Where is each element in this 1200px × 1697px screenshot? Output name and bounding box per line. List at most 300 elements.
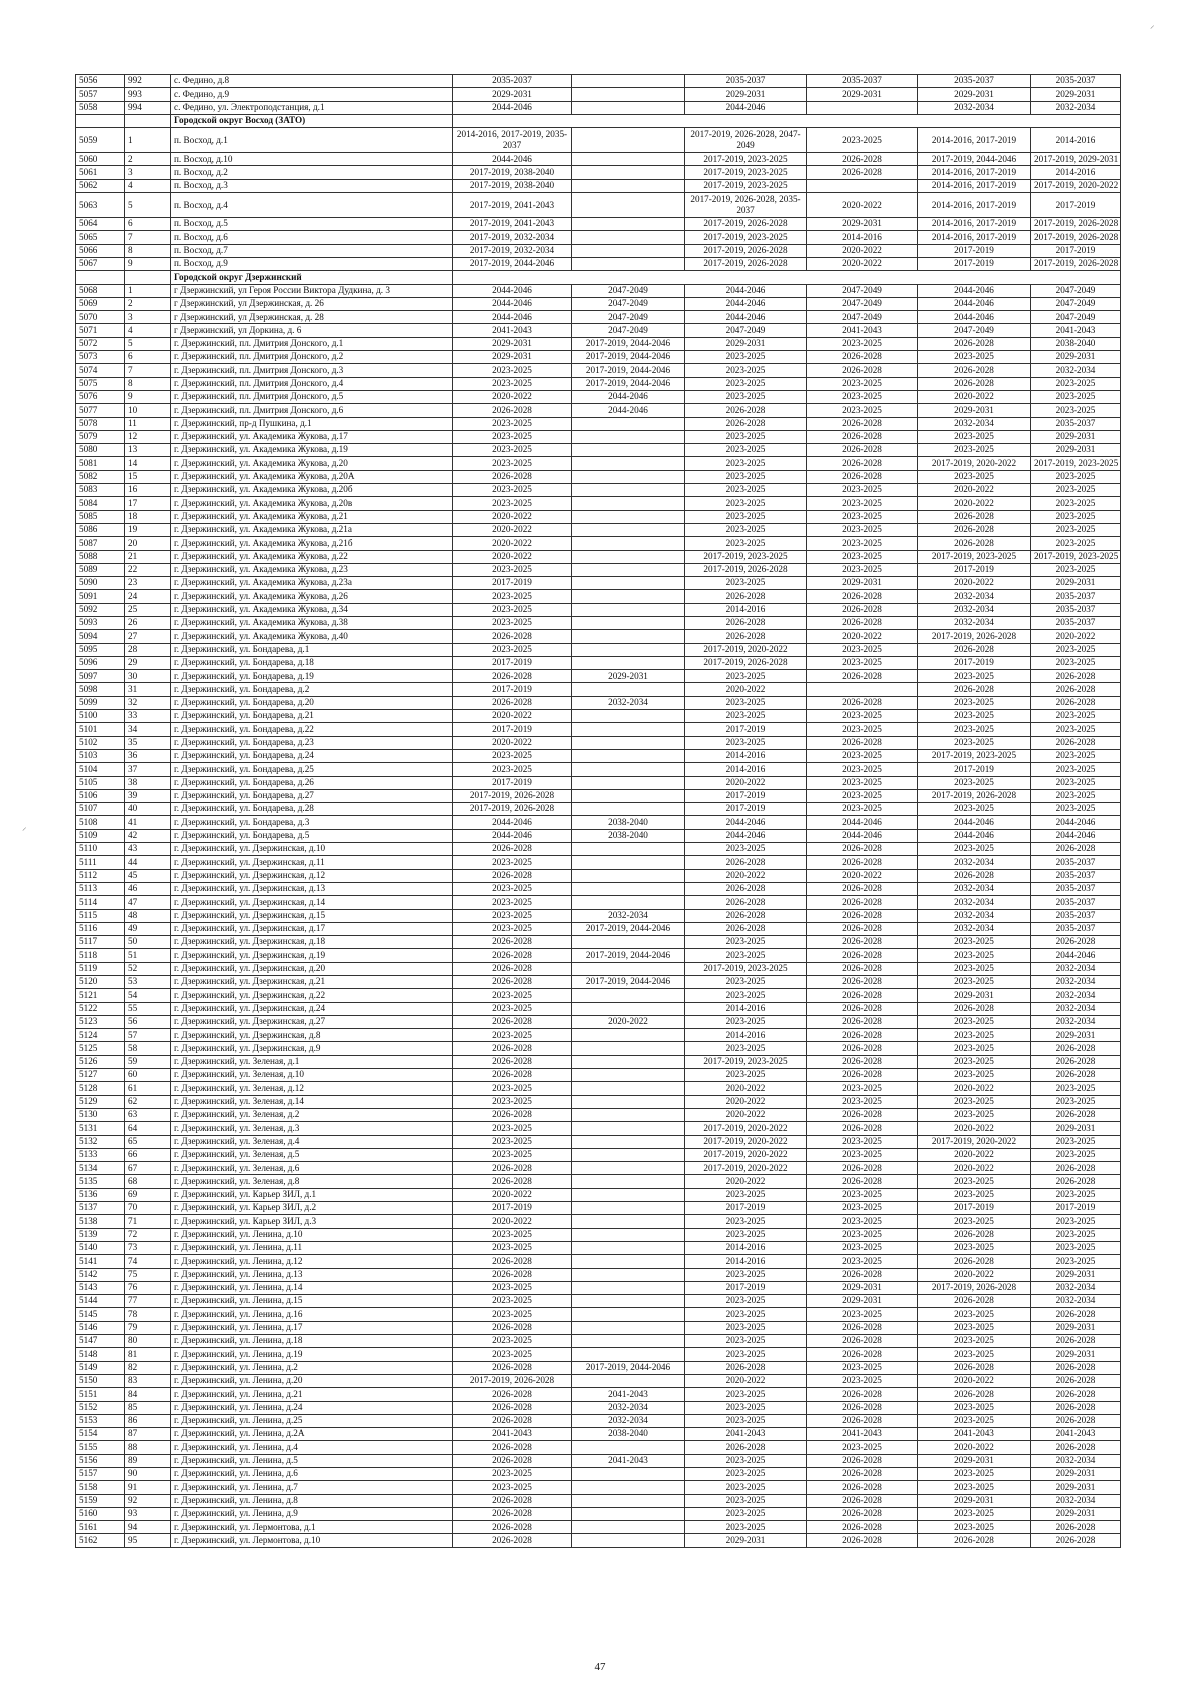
period-cell: 2017-2019 <box>918 257 1031 270</box>
period-cell: 2023-2025 <box>807 1215 918 1228</box>
period-cell <box>572 1135 685 1148</box>
period-cell: 2017-2019, 2023-2025 <box>685 962 807 975</box>
period-cell: 2026-2028 <box>807 1321 918 1334</box>
table-row <box>76 1521 1121 1534</box>
row-number-cell: 5138 <box>76 1215 125 1228</box>
period-cell: 2047-2049 <box>1031 311 1121 324</box>
period-cell: 2035-2037 <box>918 75 1031 88</box>
period-cell: 2020-2022 <box>807 869 918 882</box>
period-cell: 2014-2016, 2017-2019, 2035-2037 <box>453 128 572 153</box>
period-cell <box>572 989 685 1002</box>
row-number-cell: 5108 <box>76 816 125 829</box>
period-cell: 2026-2028 <box>807 417 918 430</box>
local-number-cell: 44 <box>125 856 171 869</box>
period-cell: 2023-2025 <box>1031 1082 1121 1095</box>
period-cell: 2020-2022 <box>453 736 572 749</box>
period-cell <box>572 1374 685 1387</box>
empty-cell <box>453 271 1121 284</box>
period-cell: 2026-2028 <box>1031 683 1121 696</box>
address-cell: г. Дзержинский, ул. Академика Жукова, д.22 <box>171 550 453 563</box>
table-row <box>76 882 1121 895</box>
table-row <box>76 523 1121 536</box>
table-row <box>76 896 1121 909</box>
local-number-cell: 19 <box>125 523 171 536</box>
address-cell: г. Дзержинский, ул. Ленина, д.13 <box>171 1268 453 1281</box>
period-cell: 2026-2028 <box>1031 1374 1121 1387</box>
period-cell: 2020-2022 <box>453 1188 572 1201</box>
period-cell: 2026-2028 <box>685 616 807 629</box>
period-cell: 2026-2028 <box>1031 1162 1121 1175</box>
table-row <box>76 1042 1121 1055</box>
period-cell <box>572 1042 685 1055</box>
period-cell: 2023-2025 <box>807 789 918 802</box>
period-cell: 2023-2025 <box>918 936 1031 949</box>
period-cell: 2023-2025 <box>685 976 807 989</box>
period-cell: 2023-2025 <box>685 696 807 709</box>
period-cell: 2026-2028 <box>1031 1042 1121 1055</box>
period-cell: 2026-2028 <box>453 1162 572 1175</box>
local-number-cell: 18 <box>125 510 171 523</box>
period-cell <box>572 603 685 616</box>
period-cell <box>572 497 685 510</box>
period-cell: 2023-2025 <box>1031 1228 1121 1241</box>
period-cell: 2026-2028 <box>453 1521 572 1534</box>
period-cell <box>572 430 685 443</box>
table-row <box>76 1494 1121 1507</box>
period-cell: 2032-2034 <box>1031 976 1121 989</box>
row-number-cell: 5075 <box>76 377 125 390</box>
period-cell: 2032-2034 <box>1031 962 1121 975</box>
local-number-cell: 59 <box>125 1055 171 1068</box>
period-cell: 2023-2025 <box>918 1521 1031 1534</box>
table-row <box>76 616 1121 629</box>
period-cell: 2026-2028 <box>453 843 572 856</box>
period-cell <box>572 1241 685 1254</box>
period-cell <box>572 257 685 270</box>
period-cell: 2041-2043 <box>453 324 572 337</box>
local-number-cell: 30 <box>125 670 171 683</box>
period-cell <box>572 710 685 723</box>
period-cell: 2017-2019, 2026-2028 <box>685 563 807 576</box>
address-cell: г. Дзержинский, ул. Ленина, д.24 <box>171 1401 453 1414</box>
row-number-cell: 5057 <box>76 88 125 101</box>
row-number-cell: 5147 <box>76 1335 125 1348</box>
period-cell: 2026-2028 <box>918 1002 1031 1015</box>
period-cell: 2044-2046 <box>918 297 1031 310</box>
period-cell: 2029-2031 <box>1031 1268 1121 1281</box>
period-cell: 2017-2019, 2044-2046 <box>572 364 685 377</box>
period-cell <box>572 1069 685 1082</box>
row-number-cell: 5141 <box>76 1255 125 1268</box>
period-cell: 2020-2022 <box>685 1175 807 1188</box>
period-cell: 2026-2028 <box>807 166 918 179</box>
period-cell: 2023-2025 <box>807 550 918 563</box>
period-cell <box>572 749 685 762</box>
table-row <box>76 856 1121 869</box>
row-number-cell: 5125 <box>76 1042 125 1055</box>
period-cell: 2014-2016 <box>685 1241 807 1254</box>
local-number-cell: 9 <box>125 257 171 270</box>
address-cell: п. Восход, д.5 <box>171 218 453 231</box>
period-cell: 2047-2049 <box>572 311 685 324</box>
period-cell: 2017-2019 <box>918 656 1031 669</box>
period-cell: 2023-2025 <box>685 1215 807 1228</box>
period-cell <box>572 1481 685 1494</box>
period-cell: 2023-2025 <box>685 390 807 403</box>
table-row <box>76 484 1121 497</box>
row-number-cell: 5091 <box>76 590 125 603</box>
period-cell <box>572 1122 685 1135</box>
period-cell: 2023-2025 <box>1031 643 1121 656</box>
table-row <box>76 1095 1121 1108</box>
local-number-cell: 88 <box>125 1441 171 1454</box>
period-cell: 2014-2016, 2017-2019 <box>918 218 1031 231</box>
empty-cell <box>125 114 171 127</box>
period-cell: 2026-2028 <box>807 1454 918 1467</box>
local-number-cell: 83 <box>125 1374 171 1387</box>
period-cell: 2017-2019, 2044-2046 <box>572 337 685 350</box>
period-cell <box>572 1467 685 1480</box>
address-cell: г. Дзержинский, пл. Дмитрия Донского, д.3 <box>171 364 453 377</box>
period-cell: 2023-2025 <box>807 1095 918 1108</box>
period-cell <box>572 1175 685 1188</box>
period-cell: 2041-2043 <box>685 1428 807 1441</box>
row-number-cell: 5089 <box>76 563 125 576</box>
period-cell: 2026-2028 <box>918 364 1031 377</box>
period-cell: 2023-2025 <box>807 803 918 816</box>
address-cell: г Дзержинский, ул Дзержинская, д. 26 <box>171 297 453 310</box>
local-number-cell: 54 <box>125 989 171 1002</box>
period-cell: 2035-2037 <box>453 75 572 88</box>
period-cell <box>572 1534 685 1547</box>
address-cell: г. Дзержинский, ул. Академика Жукова, д.19 <box>171 444 453 457</box>
period-cell <box>572 803 685 816</box>
period-cell: 2023-2025 <box>918 949 1031 962</box>
row-number-cell: 5102 <box>76 736 125 749</box>
period-cell: 2023-2025 <box>807 128 918 153</box>
period-cell: 2020-2022 <box>918 1148 1031 1161</box>
period-cell: 2026-2028 <box>918 683 1031 696</box>
local-number-cell: 72 <box>125 1228 171 1241</box>
period-cell: 2023-2025 <box>685 843 807 856</box>
period-cell: 2023-2025 <box>918 1029 1031 1042</box>
period-cell: 2023-2025 <box>918 1042 1031 1055</box>
local-number-cell: 40 <box>125 803 171 816</box>
period-cell <box>572 789 685 802</box>
period-cell: 2035-2037 <box>1031 590 1121 603</box>
period-cell: 2014-2016 <box>685 1255 807 1268</box>
period-cell: 2023-2025 <box>807 523 918 536</box>
period-cell: 2026-2028 <box>453 670 572 683</box>
period-cell: 2032-2034 <box>1031 1494 1121 1507</box>
table-row <box>76 404 1121 417</box>
period-cell: 2044-2046 <box>572 404 685 417</box>
period-cell: 2026-2028 <box>1031 1308 1121 1321</box>
row-number-cell: 5139 <box>76 1228 125 1241</box>
local-number-cell: 29 <box>125 656 171 669</box>
period-cell: 2017-2019, 2026-2028 <box>918 789 1031 802</box>
period-cell <box>572 484 685 497</box>
period-cell <box>572 776 685 789</box>
local-number-cell: 4 <box>125 324 171 337</box>
period-cell: 2035-2037 <box>1031 896 1121 909</box>
empty-cell <box>76 271 125 284</box>
period-cell <box>807 179 918 192</box>
period-cell: 2038-2040 <box>572 1428 685 1441</box>
address-cell: г Дзержинский, ул Дзержинская, д. 28 <box>171 311 453 324</box>
period-cell <box>807 683 918 696</box>
table-row <box>76 776 1121 789</box>
row-number-cell: 5077 <box>76 404 125 417</box>
period-cell: 2023-2025 <box>685 484 807 497</box>
table-row <box>76 656 1121 669</box>
capital-repair-schedule-table <box>75 74 1121 1548</box>
period-cell <box>572 166 685 179</box>
period-cell: 2029-2031 <box>1031 88 1121 101</box>
address-cell: г. Дзержинский, ул. Бондарева, д.25 <box>171 763 453 776</box>
period-cell: 2023-2025 <box>685 670 807 683</box>
period-cell: 2017-2019 <box>685 1281 807 1294</box>
period-cell: 2026-2028 <box>453 630 572 643</box>
address-cell: г. Дзержинский, ул. Дзержинская, д.19 <box>171 949 453 962</box>
local-number-cell: 8 <box>125 244 171 257</box>
period-cell: 2041-2043 <box>807 324 918 337</box>
period-cell: 2017-2019, 2026-2028, 2035-2037 <box>685 193 807 218</box>
period-cell: 2026-2028 <box>807 444 918 457</box>
local-number-cell: 3 <box>125 311 171 324</box>
period-cell: 2023-2025 <box>807 763 918 776</box>
period-cell: 2029-2031 <box>807 218 918 231</box>
period-cell: 2020-2022 <box>685 683 807 696</box>
period-cell: 2035-2037 <box>685 75 807 88</box>
row-number-cell: 5095 <box>76 643 125 656</box>
period-cell: 2035-2037 <box>1031 909 1121 922</box>
period-cell: 2020-2022 <box>685 1095 807 1108</box>
row-number-cell: 5148 <box>76 1348 125 1361</box>
period-cell: 2032-2034 <box>1031 989 1121 1002</box>
address-cell: г. Дзержинский, ул. Зеленая, д.1 <box>171 1055 453 1068</box>
period-cell: 2023-2025 <box>453 444 572 457</box>
local-number-cell: 34 <box>125 723 171 736</box>
period-cell: 2023-2025 <box>685 1521 807 1534</box>
period-cell: 2026-2028 <box>807 1122 918 1135</box>
row-number-cell: 5134 <box>76 1162 125 1175</box>
period-cell: 2026-2028 <box>807 736 918 749</box>
period-cell: 2020-2022 <box>453 510 572 523</box>
row-number-cell: 5133 <box>76 1148 125 1161</box>
period-cell <box>572 193 685 218</box>
period-cell: 2020-2022 <box>453 390 572 403</box>
period-cell: 2026-2028 <box>807 922 918 935</box>
table-row <box>76 1361 1121 1374</box>
period-cell <box>572 470 685 483</box>
period-cell <box>572 577 685 590</box>
period-cell: 2023-2025 <box>1031 710 1121 723</box>
period-cell <box>572 1148 685 1161</box>
period-cell: 2017-2019, 2020-2022 <box>918 457 1031 470</box>
table-row <box>76 417 1121 430</box>
local-number-cell: 45 <box>125 869 171 882</box>
row-number-cell: 5059 <box>76 128 125 153</box>
period-cell: 2026-2028 <box>807 1507 918 1520</box>
row-number-cell: 5127 <box>76 1069 125 1082</box>
local-number-cell: 32 <box>125 696 171 709</box>
local-number-cell: 38 <box>125 776 171 789</box>
period-cell: 2017-2019 <box>685 1202 807 1215</box>
period-cell: 2026-2028 <box>453 1255 572 1268</box>
table-row <box>76 1348 1121 1361</box>
period-cell: 2017-2019, 2026-2028 <box>1031 257 1121 270</box>
period-cell: 2020-2022 <box>807 244 918 257</box>
row-number-cell: 5083 <box>76 484 125 497</box>
row-number-cell: 5072 <box>76 337 125 350</box>
period-cell <box>572 1255 685 1268</box>
address-cell: г. Дзержинский, ул. Бондарева, д.18 <box>171 656 453 669</box>
local-number-cell: 48 <box>125 909 171 922</box>
table-row <box>76 976 1121 989</box>
table-row <box>76 88 1121 101</box>
local-number-cell: 86 <box>125 1414 171 1427</box>
row-number-cell: 5131 <box>76 1122 125 1135</box>
period-cell: 2047-2049 <box>685 324 807 337</box>
period-cell: 2020-2022 <box>807 257 918 270</box>
row-number-cell: 5126 <box>76 1055 125 1068</box>
table-row <box>76 789 1121 802</box>
local-number-cell: 47 <box>125 896 171 909</box>
period-cell: 2017-2019, 2023-2025 <box>1031 457 1121 470</box>
period-cell: 2023-2025 <box>807 1082 918 1095</box>
period-cell: 2029-2031 <box>685 88 807 101</box>
local-number-cell: 5 <box>125 337 171 350</box>
period-cell: 2026-2028 <box>807 1401 918 1414</box>
period-cell: 2044-2046 <box>453 284 572 297</box>
period-cell: 2014-2016 <box>685 1002 807 1015</box>
period-cell: 2023-2025 <box>453 1308 572 1321</box>
address-cell: п. Восход, д.7 <box>171 244 453 257</box>
period-cell: 2032-2034 <box>1031 101 1121 114</box>
row-number-cell: 5110 <box>76 843 125 856</box>
period-cell: 2029-2031 <box>453 351 572 364</box>
period-cell: 2044-2046 <box>918 816 1031 829</box>
period-cell: 2026-2028 <box>1031 1108 1121 1121</box>
period-cell: 2017-2019 <box>453 1202 572 1215</box>
period-cell: 2026-2028 <box>918 377 1031 390</box>
row-number-cell: 5146 <box>76 1321 125 1334</box>
row-number-cell: 5162 <box>76 1534 125 1547</box>
table-row <box>76 563 1121 576</box>
row-number-cell: 5087 <box>76 537 125 550</box>
period-cell: 2029-2031 <box>1031 430 1121 443</box>
period-cell: 2044-2046 <box>1031 829 1121 842</box>
period-cell: 2023-2025 <box>1031 1215 1121 1228</box>
row-number-cell: 5132 <box>76 1135 125 1148</box>
period-cell: 2014-2016 <box>685 749 807 762</box>
address-cell: г. Дзержинский, ул. Бондарева, д.21 <box>171 710 453 723</box>
period-cell: 2023-2025 <box>1031 470 1121 483</box>
period-cell: 2026-2028 <box>807 909 918 922</box>
period-cell: 2026-2028 <box>453 869 572 882</box>
period-cell: 2026-2028 <box>807 1042 918 1055</box>
period-cell: 2017-2019, 2023-2025 <box>685 1055 807 1068</box>
period-cell: 2041-2043 <box>918 1428 1031 1441</box>
period-cell: 2026-2028 <box>453 1042 572 1055</box>
local-number-cell: 27 <box>125 630 171 643</box>
period-cell: 2026-2028 <box>807 1108 918 1121</box>
table-row <box>76 1534 1121 1547</box>
period-cell: 2026-2028 <box>453 1534 572 1547</box>
row-number-cell: 5061 <box>76 166 125 179</box>
period-cell: 2017-2019, 2044-2046 <box>572 922 685 935</box>
period-cell: 2044-2046 <box>918 829 1031 842</box>
period-cell: 2044-2046 <box>453 153 572 166</box>
period-cell <box>572 1295 685 1308</box>
period-cell <box>572 457 685 470</box>
period-cell: 2023-2025 <box>807 1135 918 1148</box>
period-cell: 2023-2025 <box>1031 497 1121 510</box>
period-cell: 2026-2028 <box>807 1268 918 1281</box>
address-cell: г. Дзержинский, ул. Лермонтова, д.10 <box>171 1534 453 1547</box>
period-cell: 2023-2025 <box>807 497 918 510</box>
address-cell: г. Дзержинский, ул. Карьер ЗИЛ, д.3 <box>171 1215 453 1228</box>
period-cell: 2020-2022 <box>807 630 918 643</box>
period-cell: 2032-2034 <box>918 909 1031 922</box>
period-cell: 2026-2028 <box>453 696 572 709</box>
local-number-cell: 79 <box>125 1321 171 1334</box>
period-cell: 2026-2028 <box>685 1361 807 1374</box>
period-cell <box>572 523 685 536</box>
period-cell: 2029-2031 <box>918 1454 1031 1467</box>
local-number-cell: 7 <box>125 364 171 377</box>
period-cell: 2041-2043 <box>1031 324 1121 337</box>
local-number-cell: 12 <box>125 430 171 443</box>
table-row <box>76 377 1121 390</box>
period-cell: 2032-2034 <box>572 1401 685 1414</box>
period-cell: 2029-2031 <box>1031 1122 1121 1135</box>
period-cell: 2032-2034 <box>918 856 1031 869</box>
period-cell: 2017-2019, 2023-2025 <box>685 166 807 179</box>
address-cell: г. Дзержинский, ул. Ленина, д.18 <box>171 1335 453 1348</box>
period-cell: 2023-2025 <box>685 497 807 510</box>
table-row <box>76 1069 1121 1082</box>
period-cell: 2026-2028 <box>807 590 918 603</box>
local-number-cell: 3 <box>125 166 171 179</box>
period-cell <box>572 101 685 114</box>
period-cell: 2017-2019 <box>453 723 572 736</box>
period-cell: 2014-2016 <box>1031 128 1121 153</box>
period-cell: 2038-2040 <box>572 816 685 829</box>
local-number-cell: 26 <box>125 616 171 629</box>
period-cell: 2023-2025 <box>685 1454 807 1467</box>
period-cell: 2026-2028 <box>807 882 918 895</box>
period-cell: 2026-2028 <box>1031 1335 1121 1348</box>
period-cell: 2023-2025 <box>453 430 572 443</box>
row-number-cell: 5142 <box>76 1268 125 1281</box>
local-number-cell: 49 <box>125 922 171 935</box>
period-cell: 2017-2019, 2023-2025 <box>685 231 807 244</box>
period-cell: 2023-2025 <box>453 377 572 390</box>
period-cell: 2023-2025 <box>453 882 572 895</box>
period-cell <box>572 1215 685 1228</box>
row-number-cell: 5150 <box>76 1374 125 1387</box>
period-cell: 2026-2028 <box>807 1414 918 1427</box>
table-row <box>76 1255 1121 1268</box>
period-cell: 2041-2043 <box>572 1388 685 1401</box>
local-number-cell: 78 <box>125 1308 171 1321</box>
row-number-cell: 5149 <box>76 1361 125 1374</box>
address-cell: г. Дзержинский, пл. Дмитрия Донского, д.6 <box>171 404 453 417</box>
period-cell: 2026-2028 <box>453 1069 572 1082</box>
period-cell <box>572 75 685 88</box>
